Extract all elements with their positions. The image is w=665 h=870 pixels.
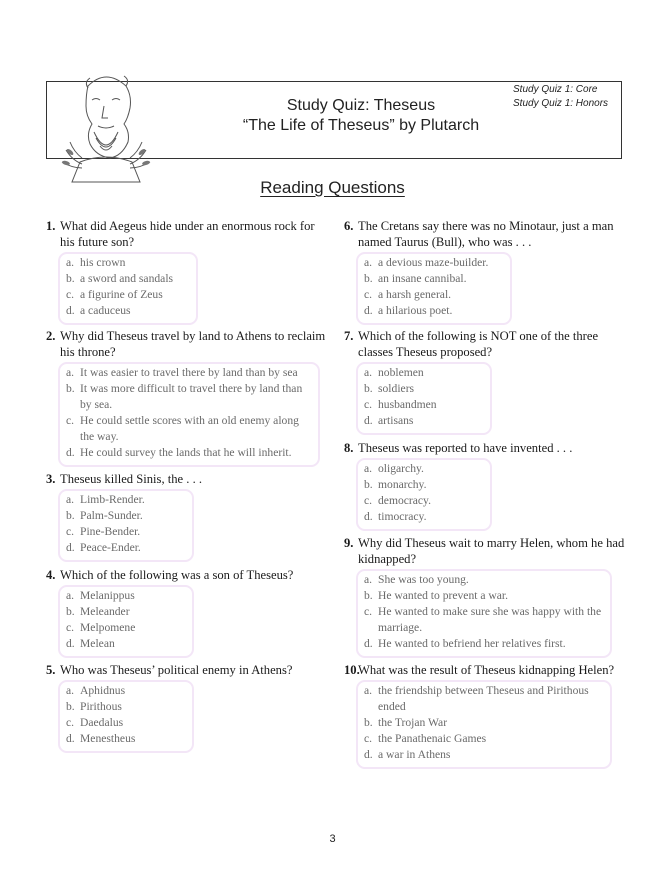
- question-7: 7. Which of the following is NOT one of the three classes Theseus proposed? a. noblemen b. soldiers c. husbandmen d. artisans: [344, 328, 629, 435]
- question-3: 3. Theseus killed Sinis, the . . . a. Limb-Render. b. Palm-Sunder. c. Pine-Bender. d. Peace-Ender.: [46, 471, 331, 562]
- answer-option[interactable]: b. an insane cannibal.: [364, 272, 467, 285]
- answer-option[interactable]: a. his crown: [66, 256, 126, 269]
- answer-option[interactable]: b. Palm-Sunder.: [66, 509, 143, 522]
- answer-list: [58, 680, 194, 753]
- page-number: 3: [329, 833, 336, 845]
- answer-option[interactable]: b. Pirithous: [66, 700, 122, 713]
- answer-option[interactable]: d. He could survey the lands that he will inherit.: [66, 446, 292, 459]
- question-text: Why did Theseus travel by land to Athens to reclaim his throne?: [60, 329, 326, 359]
- question-text: What was the result of Theseus kidnapping Helen?: [358, 663, 615, 677]
- quiz-type-core: Study Quiz 1: Core: [513, 84, 598, 95]
- answer-option[interactable]: c. a figurine of Zeus: [66, 288, 163, 301]
- answer-option[interactable]: b. He wanted to prevent a war.: [364, 589, 509, 602]
- question-8: 8. Theseus was reported to have invented . . . a. oligarchy. b. monarchy. c. democracy. d. timocracy.: [344, 440, 629, 531]
- answer-option[interactable]: d. He wanted to befriend her relatives first.: [364, 637, 566, 650]
- answer-list: [356, 680, 612, 769]
- title-line-2: “The Life of Theseus” by Plutarch: [242, 117, 480, 134]
- answer-option[interactable]: a. noblemen: [364, 366, 424, 379]
- question-text: Which of the following was a son of Theseus?: [60, 568, 294, 582]
- answer-option[interactable]: b. monarchy.: [364, 478, 427, 491]
- answer-list: [58, 585, 194, 658]
- section-heading: Reading Questions: [260, 178, 405, 197]
- question-text: The Cretans say there was no Minotaur, just a man named Taurus (Bull), who was . . .: [358, 219, 614, 249]
- answer-option[interactable]: b. a sword and sandals: [66, 272, 174, 285]
- answer-option[interactable]: b. It was more difficult to travel there by land than by sea.: [66, 382, 303, 411]
- answer-option[interactable]: c. Daedalus: [66, 716, 124, 729]
- answer-option[interactable]: a. Melanippus: [66, 589, 135, 602]
- plutarch-portrait-image: [58, 66, 154, 186]
- answer-option[interactable]: d. a war in Athens: [364, 748, 451, 761]
- answer-list: [356, 252, 512, 325]
- answer-option[interactable]: d. Peace-Ender.: [66, 541, 141, 554]
- question-text: Why did Theseus wait to marry Helen, whom he had kidnapped?: [358, 536, 625, 566]
- question-6: 6. The Cretans say there was no Minotaur, just a man named Taurus (Bull), who was . . . a. a devious maze-builder. b. an insane cannibal. c. a harsh general. d. a hilarious poet.: [344, 218, 629, 325]
- answer-list: [356, 362, 492, 435]
- answer-option[interactable]: c. democracy.: [364, 494, 431, 507]
- answer-list: [58, 252, 198, 325]
- question-10: 10. What was the result of Theseus kidnapping Helen? a. the friendship between Theseus and Pirithous ended b. the Trojan War c. the Panathenaic Games d. a war in Athens: [344, 662, 629, 769]
- answer-option[interactable]: d. Menestheus: [66, 732, 136, 745]
- answer-list: [356, 569, 612, 658]
- answer-list: [58, 489, 194, 562]
- answer-option[interactable]: a. the friendship between Theseus and Pirithous ended: [364, 684, 589, 713]
- answer-option[interactable]: d. artisans: [364, 414, 414, 427]
- question-text: Which of the following is NOT one of the three classes Theseus proposed?: [358, 329, 599, 359]
- answer-option[interactable]: c. a harsh general.: [364, 288, 452, 301]
- question-1: 1. What did Aegeus hide under an enormous rock for his future son? a. his crown b. a sword and sandals c. a figurine of Zeus d. a caduceus: [46, 218, 331, 325]
- answer-option[interactable]: b. the Trojan War: [364, 716, 448, 729]
- answer-option[interactable]: a. a devious maze-builder.: [364, 256, 489, 269]
- answer-option[interactable]: c. husbandmen: [364, 398, 437, 411]
- answer-option[interactable]: c. He could settle scores with an old enemy along the way.: [66, 414, 299, 443]
- quiz-type-honors: Study Quiz 1: Honors: [513, 98, 609, 109]
- question-text: What did Aegeus hide under an enormous rock for his future son?: [60, 219, 315, 249]
- answer-option[interactable]: a. It was easier to travel there by land than by sea: [66, 366, 298, 379]
- quiz-type-labels: [513, 83, 608, 111]
- question-4: 4. Which of the following was a son of Theseus? a. Melanippus b. Meleander c. Melpomene d. Melean: [46, 567, 331, 658]
- answer-option[interactable]: a. oligarchy.: [364, 462, 424, 475]
- title-line-1: Study Quiz: Theseus: [286, 97, 436, 114]
- question-2: 2. Why did Theseus travel by land to Athens to reclaim his throne? a. It was easier to travel there by land than by sea b. It was more difficult to travel there by land than by sea. c. He could settle scores with an old enemy along the way. d. He could survey the lands that he will inherit.: [46, 328, 331, 467]
- answer-option[interactable]: d. timocracy.: [364, 510, 427, 523]
- answer-option[interactable]: d. Melean: [66, 637, 115, 650]
- answer-option[interactable]: a. Aphidnus: [66, 684, 126, 697]
- quiz-title: [206, 96, 516, 136]
- answer-option[interactable]: d. a caduceus: [66, 304, 131, 317]
- question-text: Theseus killed Sinis, the . . .: [60, 472, 203, 486]
- answer-option[interactable]: a. Limb-Render.: [66, 493, 145, 506]
- answer-option[interactable]: c. Melpomene: [66, 621, 136, 634]
- answer-option[interactable]: c. the Panathenaic Games: [364, 732, 487, 745]
- answer-list: [58, 362, 320, 467]
- answer-option[interactable]: c. He wanted to make sure she was happy with the marriage.: [364, 605, 602, 634]
- answer-list: [356, 458, 492, 531]
- answer-option[interactable]: c. Pine-Bender.: [66, 525, 141, 538]
- answer-option[interactable]: b. soldiers: [364, 382, 415, 395]
- question-9: 9. Why did Theseus wait to marry Helen, whom he had kidnapped? a. She was too young. b. He wanted to prevent a war. c. He wanted to make sure she was happy with the marriage. d. He wanted to befriend her relatives first.: [344, 535, 629, 658]
- answer-option[interactable]: b. Meleander: [66, 605, 130, 618]
- question-5: 5. Who was Theseus’ political enemy in Athens? a. Aphidnus b. Pirithous c. Daedalus d. Menestheus: [46, 662, 331, 753]
- question-text: Who was Theseus’ political enemy in Athens?: [60, 663, 293, 677]
- answer-option[interactable]: a. She was too young.: [364, 573, 469, 586]
- question-text: Theseus was reported to have invented . . .: [358, 441, 573, 455]
- answer-option[interactable]: d. a hilarious poet.: [364, 304, 453, 317]
